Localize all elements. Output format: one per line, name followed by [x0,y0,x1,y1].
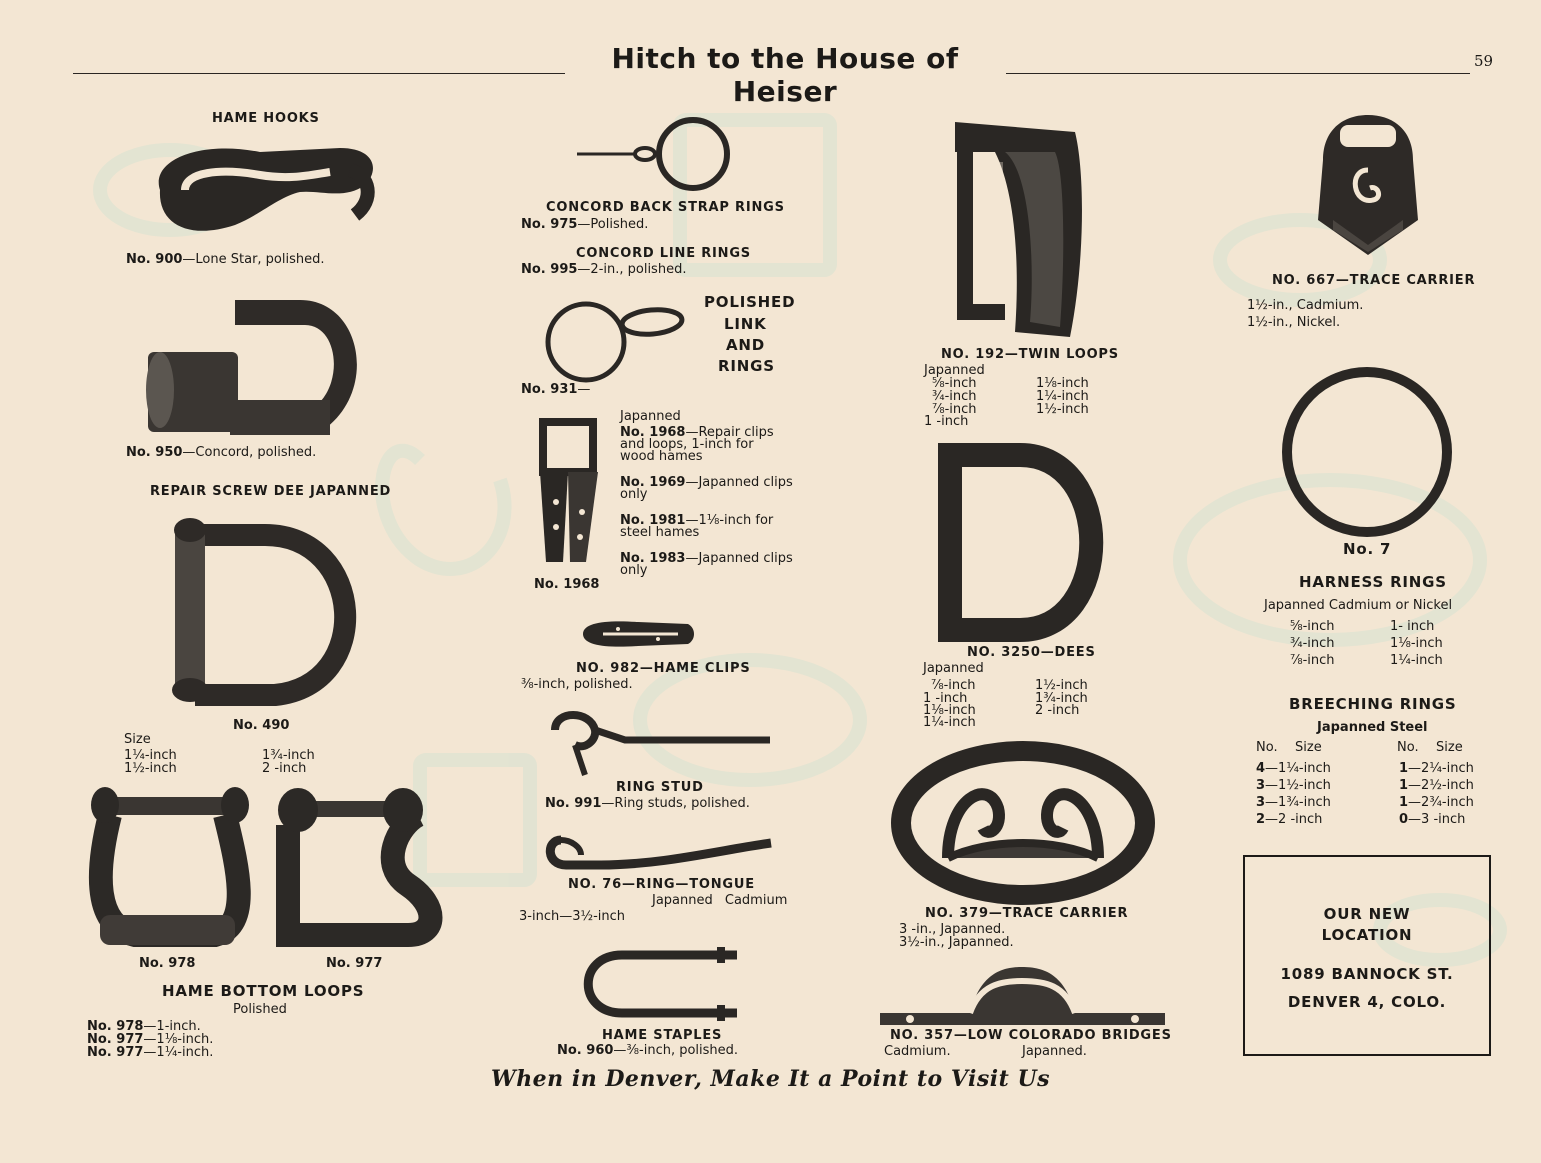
repair-screw-dee-490-illustration [165,505,365,715]
text-667-l2: 1½-in., Nickel. [1247,315,1341,330]
heading-twin-loops: NO. 192—TWIN LOOPS [941,347,1119,362]
text-379-l2: 3½-in., Japanned. [899,935,1014,950]
heading-polished-l4: RINGS [718,357,775,375]
size-490-l1: 1¼-inch [124,748,177,763]
back-strap-ring-illustration [575,112,740,197]
size-label-490: Size [124,732,151,747]
label-1968: No. 1968 [534,577,600,592]
size-3250-l1: ⅞-inch [931,678,976,693]
hame-hook-950-illustration [140,290,385,440]
harness-ring-7-illustration [1275,360,1460,545]
breeching-row-r1: 1—2¼-inch [1399,761,1474,776]
item-1968: No. 1968—Repair clips and loops, 1-inch for wood hames [620,425,774,464]
heading-trace-carrier-379: NO. 379—TRACE CARRIER [925,906,1129,921]
text-ring-tongue: 3-inch—3½-inch [519,909,625,924]
item-950: No. 950—Concord, polished. [126,445,317,460]
finish-twin-loops: Japanned [924,363,985,378]
item-995: No. 995—2-in., polished. [521,262,687,277]
finish-hame-bottom-loops: Polished [233,1002,287,1017]
header-rule-right [1006,73,1470,74]
text-379-l1: 3 -in., Japanned. [899,922,1006,937]
location-address: 1089 BANNOCK ST. [1280,965,1454,983]
subheading-breeching-rings: Japanned Steel [1317,720,1428,735]
size-192-l2: ¾-inch [932,389,977,404]
header-rule-left [73,73,565,74]
ring-tongue-76-illustration [541,825,776,875]
size-7-l3: ⅞-inch [1290,653,1335,668]
breeching-row-r2: 1—2½-inch [1399,778,1474,793]
heading-back-strap-rings: CONCORD BACK STRAP RINGS [546,200,785,215]
breeching-col-no-right: No. [1397,740,1419,755]
item-900: No. 900—Lone Star, polished. [126,252,325,267]
heading-hame-bottom-loops: HAME BOTTOM LOOPS [162,982,365,1000]
location-box [1243,855,1491,1056]
label-no-7: No. 7 [1343,540,1392,558]
breeching-row-l4: 2—2 -inch [1256,812,1323,827]
heading-hame-staples: HAME STAPLES [602,1028,723,1043]
item-1981: No. 1981—1⅛-inch for steel hames [620,513,774,540]
page-title: Hitch to the House of Heiser [611,42,959,108]
finish-357-left: Cadmium. [884,1044,951,1059]
size-3250-l4: 1¼-inch [923,715,976,730]
label-978: No. 978 [139,956,196,971]
page-number: 59 [1474,52,1494,70]
size-7-r2: 1⅛-inch [1390,636,1443,651]
heading-polished-l2: LINK [724,315,767,333]
heading-breeching-rings: BREECHING RINGS [1289,695,1457,713]
size-192-l4: 1 -inch [924,414,969,429]
heading-polished-l3: AND [726,336,766,354]
label-977: No. 977 [326,956,383,971]
heading-ring-tongue: NO. 76—RING—TONGUE [568,877,755,892]
text-hame-clips: ⅜-inch, polished. [521,677,633,692]
low-colorado-bridge-357-illustration [870,955,1175,1030]
finish-dees: Japanned [923,661,984,676]
size-3250-r3: 2 -inch [1035,703,1080,718]
size-192-r2: 1¼-inch [1036,389,1089,404]
heading-low-colorado-bridges: NO. 357—LOW COLORADO BRIDGES [890,1028,1172,1043]
finish-harness-rings: Japanned Cadmium or Nickel [1264,598,1453,613]
size-192-l1: ⅝-inch [932,376,977,391]
dee-3250-illustration [925,440,1110,640]
breeching-row-r4: 0—3 -inch [1399,812,1466,827]
size-7-r3: 1¼-inch [1390,653,1443,668]
finish-ring-tongue: Japanned Cadmium [652,893,788,908]
breeching-col-size-left: Size [1295,740,1322,755]
breeching-row-r3: 1—2¾-inch [1399,795,1474,810]
breeching-row-l2: 3—1½-inch [1256,778,1331,793]
item-960: No. 960—⅜-inch, polished. [557,1043,739,1058]
size-7-l1: ⅝-inch [1290,619,1335,634]
finish-357-right: Japanned. [1022,1044,1087,1059]
size-192-r3: 1½-inch [1036,402,1089,417]
heading-hame-clips: NO. 982—HAME CLIPS [576,661,751,676]
heading-dees: NO. 3250—DEES [967,645,1096,660]
size-3250-l3: 1⅛-inch [923,703,976,718]
item-490: No. 490 [233,718,290,733]
size-3250-r1: 1½-inch [1035,678,1088,693]
breeching-row-l1: 4—1¼-inch [1256,761,1331,776]
heading-ring-stud: RING STUD [616,780,704,795]
location-city: DENVER 4, COLO. [1287,993,1447,1011]
repair-clip-1968-illustration [528,412,613,572]
text-667-l1: 1½-in., Cadmium. [1247,298,1364,313]
trace-carrier-379-illustration [888,738,1158,908]
item-975: No. 975—Polished. [521,217,649,232]
item-991: No. 991—Ring studs, polished. [545,796,750,811]
heading-polished-l1: POLISHED [704,293,796,311]
heading-repair-screw-dee: REPAIR SCREW DEE JAPANNED [150,484,392,499]
hame-bottom-loop-978-illustration [75,785,255,955]
heading-line-rings: CONCORD LINE RINGS [576,246,751,261]
hame-bottom-loop-977-illustration [258,785,448,955]
size-7-l2: ¾-inch [1290,636,1335,651]
heading-trace-carrier-667: NO. 667—TRACE CARRIER [1272,273,1476,288]
item-1969: No. 1969—Japanned clips only [620,475,793,502]
size-3250-r2: 1¾-inch [1035,691,1088,706]
heading-harness-rings: HARNESS RINGS [1299,573,1447,591]
link-ring-931-illustration [534,292,689,392]
item-931: No. 931— [521,382,591,397]
size-192-l3: ⅞-inch [932,402,977,417]
breeching-col-size-right: Size [1436,740,1463,755]
twin-loops-192-illustration [935,112,1100,342]
item-977-1-1-4inch: No. 977—1¼-inch. [87,1045,214,1060]
hame-clip-982-illustration [578,614,698,654]
hame-staple-960-illustration [577,943,752,1023]
item-977-1-1-8inch: No. 977—1⅛-inch. [87,1032,214,1047]
finish-repair-clips: Japanned [620,409,681,424]
location-line1: OUR NEW [1323,905,1411,923]
size-490-r2: 2 -inch [262,761,307,776]
size-192-r1: 1⅛-inch [1036,376,1089,391]
size-490-l2: 1½-inch [124,761,177,776]
heading-hame-hooks: HAME HOOKS [212,111,320,126]
hame-hook-900-illustration [140,130,385,240]
size-3250-l2: 1 -inch [923,691,968,706]
size-490-r1: 1¾-inch [262,748,315,763]
trace-carrier-667-illustration [1308,110,1428,260]
size-7-r1: 1- inch [1390,619,1435,634]
footer-slogan: When in Denver, Make It a Point to Visit Us [490,1066,1051,1092]
breeching-row-l3: 3—1¾-inch [1256,795,1331,810]
location-line2: LOCATION [1321,926,1413,944]
breeching-col-no-left: No. [1256,740,1278,755]
item-978-1inch: No. 978—1-inch. [87,1019,201,1034]
ring-stud-991-illustration [545,705,775,780]
item-1983: No. 1983—Japanned clips only [620,551,793,578]
